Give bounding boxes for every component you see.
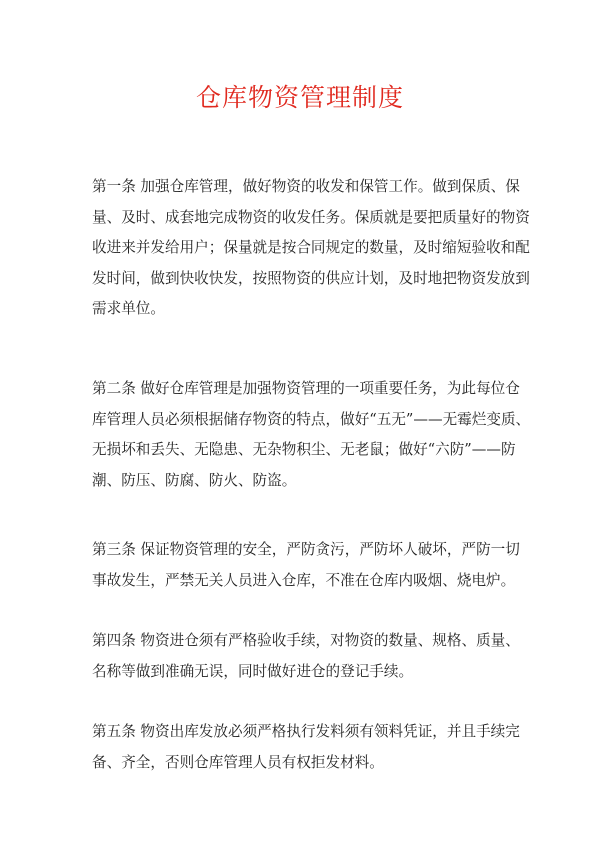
article-1-line: 第一条 加强仓库管理，做好物资的收发和保管工作。做到保质、保 — [92, 178, 520, 195]
article-1 — [92, 172, 530, 325]
article-2-line: 无损坏和丢失、无隐患、无杂物积尘、无老鼠；做好“六防”——防 — [92, 441, 516, 458]
article-1-line: 量、及时、成套地完成物资的收发任务。保质就是要把质量好的物资 — [92, 208, 530, 226]
article-2-line: 第二条 做好仓库管理是加强物资管理的一项重要任务，为此每位仓 — [92, 380, 520, 397]
article-4-line: 第四条 物资进仓须有严格验收手续，对物资的数量、规格、质量、 — [92, 632, 520, 649]
article-3 — [92, 535, 520, 596]
article-5-line: 第五条 物资出库发放必须严格执行发料须有领料凭证，并且手续完 — [92, 723, 520, 740]
article-4 — [92, 626, 520, 687]
document-title: 仓库物资管理制度 — [195, 83, 404, 112]
article-1-line: 收进来并发给用户；保量就是按合同规定的数量，及时缩短验收和配 — [92, 239, 530, 256]
article-2 — [92, 374, 531, 496]
article-5 — [92, 717, 520, 778]
article-1-line: 需求单位。 — [92, 300, 165, 317]
article-4-line: 名称等做到准确无误，同时做好进仓的登记手续。 — [92, 662, 414, 680]
article-1-line: 发时间，做到快收快发，按照物资的供应计划，及时地把物资发放到 — [92, 269, 530, 287]
article-5-line: 备、齐全，否则仓库管理人员有权拒发材料。 — [92, 753, 384, 771]
article-2-line: 潮、防压、防腐、防火、防盗。 — [92, 471, 297, 489]
article-2-line: 库管理人员必须根据储存物资的特点，做好“五无”——无霉烂变质、 — [92, 410, 531, 428]
article-3-line: 事故发生，严禁无关人员进入仓库，不准在仓库内吸烟、烧电炉。 — [92, 571, 516, 589]
article-3-line: 第三条 保证物资管理的安全，严防贪污，严防坏人破坏，严防一切 — [92, 541, 520, 558]
